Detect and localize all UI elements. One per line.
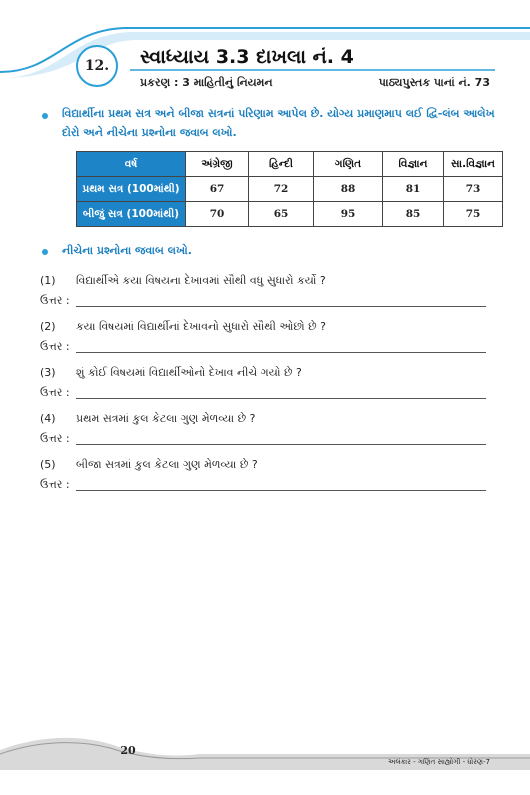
question-text: બીજા સત્રમાં કુલ કેટલા ગુણ મેળવ્યા છે ? [76,458,258,471]
answer-line[interactable] [76,444,486,445]
bullet-icon [42,113,48,119]
answer-line[interactable] [76,352,486,353]
question-text: શું કોઈ વિષયમાં વિદ્યાર્થીઓનો દેખાવ નીચે ગયો છે ? [76,366,302,379]
table-header-cell: ગણિત [314,152,383,177]
row-label: પ્રથમ સત્ર (100માંથી) [77,177,186,202]
answer-label: ઉત્તર : [40,386,70,399]
answer-label: ઉત્તર : [40,432,70,445]
answer-line[interactable] [76,490,486,491]
answer-label: ઉત્તર : [40,478,70,491]
table-header-cell: સા.વિજ્ઞાન [444,152,503,177]
table-row [77,177,503,202]
table-header-cell: વિજ્ઞાન [383,152,444,177]
table-cell: 73 [444,177,503,202]
instruction-text-2: નીચેના પ્રશ્નોના જવાબ લખો. [62,244,192,257]
question-number: (3) [40,366,56,379]
table-cell: 95 [314,202,383,227]
question-text: વિદ્યાર્થીએ કયા વિષયના દેખાવમાં સૌથી વધુ સુધારો કર્યો ? [76,274,326,287]
instruction-text: વિદ્યાર્થીના પ્રથમ સત્ર અને બીજા સત્રનાં પરિણામ આપેલ છે. યોગ્ય પ્રમાણમાપ લઈ દ્વિ-લંબ આલેખ દોરો અને નીચેના પ્રશ્નોના જવાબ લખો. [62,107,495,139]
answer-label: ઉત્તર : [40,340,70,353]
chapter-number-badge: 12. [76,45,118,87]
table-header-cell: વર્ષ [77,152,186,177]
table-cell: 72 [249,177,314,202]
table-cell: 75 [444,202,503,227]
table-header-cell: હિન્દી [249,152,314,177]
question-number: (5) [40,458,56,471]
footer-book-info: અલંકાર - ગણિત સાહ્યોગી - ધોરણ-7 [387,758,490,766]
row-label: બીજું સત્ર (100માંથી) [77,202,186,227]
bullet-icon [42,249,48,255]
table-cell: 88 [314,177,383,202]
question-number: (1) [40,274,56,287]
marks-table [76,151,503,227]
answer-line[interactable] [76,306,486,307]
answer-line[interactable] [76,398,486,399]
chapter-topic: પ્રકરણ : 3 માહિતીનું નિયમન [140,76,273,89]
answer-label: ઉત્તર : [40,294,70,307]
textbook-page-ref: પાઠ્યપુસ્તક પાનાં નં. 73 [378,76,490,89]
question-number: (4) [40,412,56,425]
question-number: (2) [40,320,56,333]
question-text: કયા વિષયમાં વિદ્યાર્થીનાં દેખાવનો સુધારો સૌથી ઓછો છે ? [76,320,326,333]
table-header-cell: અંગ્રેજી [186,152,249,177]
table-header-row [77,152,503,177]
table-cell: 65 [249,202,314,227]
table-cell: 85 [383,202,444,227]
table-cell: 67 [186,177,249,202]
question-text: પ્રથમ સત્રમાં કુલ કેટલા ગુણ મેળવ્યા છે ? [76,412,256,425]
page-number: 20 [120,744,136,757]
table-cell: 81 [383,177,444,202]
table-cell: 70 [186,202,249,227]
page-title: સ્વાધ્યાય 3.3 દાખલા નં. 4 [140,46,354,68]
table-row [77,202,503,227]
